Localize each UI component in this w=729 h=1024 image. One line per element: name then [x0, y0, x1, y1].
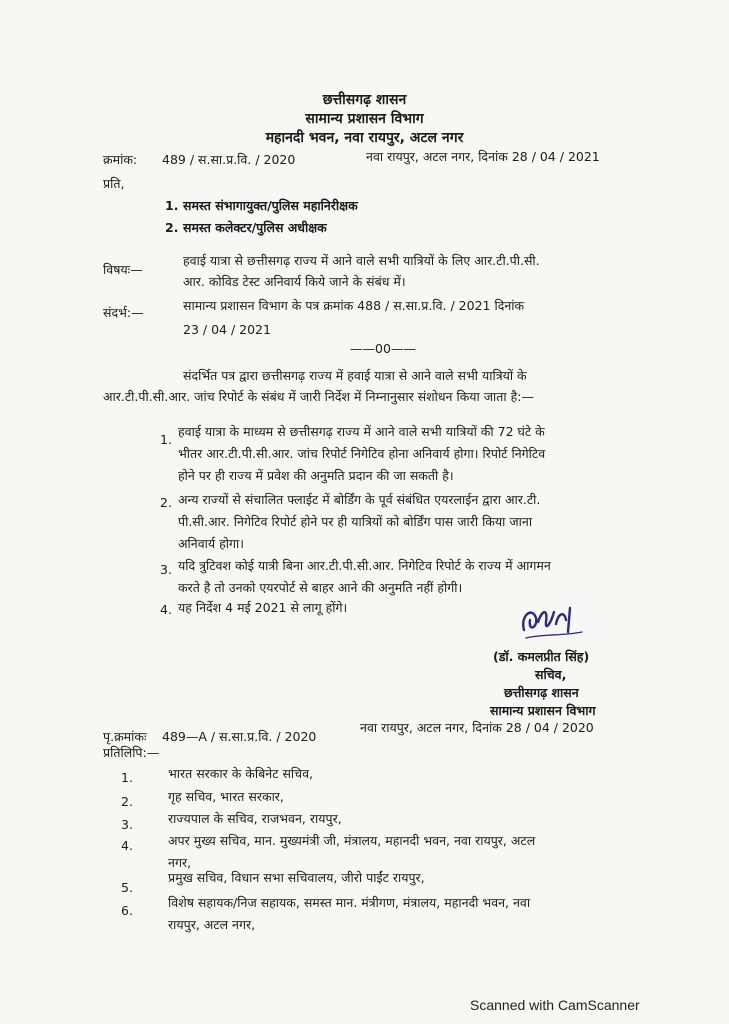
copy-number: 3.: [121, 817, 133, 832]
point-number: 3.: [160, 562, 172, 577]
endorsement-place-date: नवा रायपुर, अटल नगर, दिनांक 28 / 04 / 2020: [360, 720, 594, 735]
ref-label: क्रमांक:: [103, 152, 138, 167]
to-item-num: 2.: [165, 220, 179, 235]
point-line: यह निर्देश 4 मई 2021 से लागू होंगे।: [178, 600, 348, 615]
copy-line: विशेष सहायक/निज सहायक, समस्त मान. मंत्रीगण, मंत्रालय, महानदी भवन, नवा: [168, 895, 531, 910]
subject-line-1: हवाई यात्रा से छत्तीसगढ़ राज्य में आने वाले सभी यात्रियों के लिए आर.टी.पी.सी.: [183, 253, 540, 268]
copy-line: भारत सरकार के केबिनेट सचिव,: [168, 766, 314, 781]
point-number: 1.: [160, 432, 172, 447]
point-line: यदि त्रुटिवश कोई यात्री बिना आर.टी.पी.सी.आर. निगेटिव रिपोर्ट के राज्य में आगमन: [178, 558, 551, 573]
ref-place-date: नवा रायपुर, अटल नगर, दिनांक 28 / 04 / 2021: [366, 149, 600, 164]
point-line: अनिवार्य होगा।: [178, 536, 245, 551]
copy-number: 2.: [121, 794, 133, 809]
to-item-text: समस्त कलेक्टर/पुलिस अधीक्षक: [183, 220, 327, 235]
point-line: पी.सी.आर. निगेटिव रिपोर्ट होने पर ही यात्रियों को बोर्डिंग पास जारी किया जाना: [178, 514, 533, 529]
point-line: भीतर आर.टी.पी.सी.आर. जांच रिपोर्ट निगेटिव होना अनिवार्य होगा। रिपोर्ट निगेटिव: [178, 446, 546, 461]
intro-line-1: संदर्भित पत्र द्वारा छत्तीसगढ़ राज्य में हवाई यात्रा से आने वाले सभी यात्रियों के: [183, 368, 527, 383]
point-line: करते है तो उनको एयरपोर्ट से बाहर आने की अनुमति नहीं होगी।: [178, 580, 463, 595]
point-number: 4.: [160, 602, 172, 617]
copy-number: 4.: [121, 838, 133, 853]
reference-line-2: 23 / 04 / 2021: [183, 322, 271, 337]
to-item-text: समस्त संभागायुक्त/पुलिस महानिरीक्षक: [183, 198, 358, 213]
signature-image: [512, 598, 592, 648]
intro-line-2: आर.टी.पी.सी.आर. जांच रिपोर्ट के संबंध में जारी निर्देश में निम्नानुसार संशोधन किया जाता है:—: [103, 389, 534, 404]
copy-line: प्रमुख सचिव, विधान सभा सचिवालय, जीरो पाईंट रायपुर,: [168, 870, 425, 885]
to-label: प्रति,: [103, 176, 125, 191]
header-line-2: सामान्य प्रशासन विभाग: [305, 111, 424, 127]
subject-line-2: आर. कोविड टेस्ट अनिवार्य किये जाने के संबंध में।: [183, 274, 406, 289]
copy-line: गृह सचिव, भारत सरकार,: [168, 789, 284, 804]
header-line-1: छत्तीसगढ़ शासन: [322, 92, 407, 108]
scanner-watermark: Scanned with CamScanner: [470, 997, 640, 1013]
endorsement-number: 489—A / स.सा.प्र.वि. / 2020: [162, 729, 317, 744]
signatory-org-2: सामान्य प्रशासन विभाग: [490, 703, 596, 718]
ref-number: 489 / स.सा.प्र.वि. / 2020: [162, 152, 296, 167]
copy-line: नगर,: [168, 855, 192, 870]
to-item-num: 1.: [165, 198, 179, 213]
copy-number: 1.: [121, 770, 133, 785]
point-line: होने पर ही राज्य में प्रवेश की अनुमति प्रदान की जा सकती है।: [178, 468, 454, 483]
copy-label: प्रतिलिपि:—: [103, 745, 160, 760]
copy-number: 5.: [121, 880, 133, 895]
copy-line: राज्यपाल के सचिव, राजभवन, रायपुर,: [168, 811, 342, 826]
signatory-org-1: छत्तीसगढ़ शासन: [504, 685, 579, 700]
point-line: अन्य राज्यों से संचालित फ्लाईट में बोर्डिंग के पूर्व संबंधित एयरलाईन द्वारा आर.टी.: [178, 492, 541, 507]
reference-line-1: सामान्य प्रशासन विभाग के पत्र क्रमांक 488 / स.सा.प्र.वि. / 2021 दिनांक: [183, 298, 525, 313]
copy-line: रायपुर, अटल नगर,: [168, 917, 256, 932]
signatory-title: सचिव,: [535, 667, 567, 682]
header-line-3: महानदी भवन, नवा रायपुर, अटल नगर: [265, 130, 464, 146]
signatory-name: (डॉ. कमलप्रीत सिंह): [493, 649, 590, 664]
copy-line: अपर मुख्य सचिव, मान. मुख्यमंत्री जी, मंत्रालय, महानदी भवन, नवा रायपुर, अटल: [168, 833, 536, 848]
separator: ——00——: [350, 341, 416, 356]
copy-number: 6.: [121, 903, 133, 918]
subject-label: विषयः—: [103, 262, 143, 277]
endorsement-label: पृ.क्रमांकः: [103, 729, 147, 744]
reference-label: संदर्भ:—: [103, 305, 144, 320]
point-line: हवाई यात्रा के माध्यम से छत्तीसगढ़ राज्य में आने वाले सभी यात्रियों की 72 घंटे के: [178, 424, 545, 439]
point-number: 2.: [160, 495, 172, 510]
